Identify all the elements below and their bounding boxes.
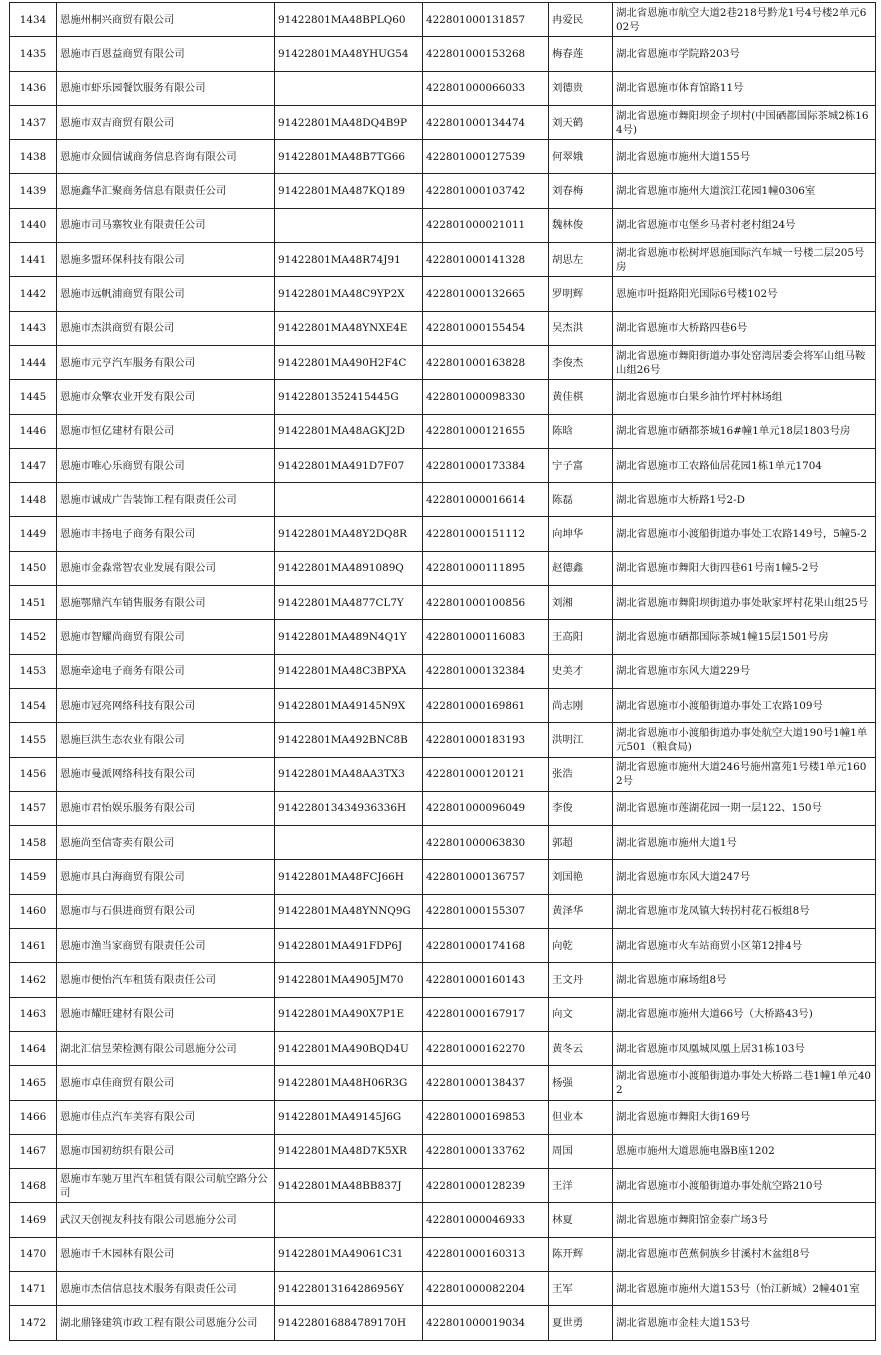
legal-person-cell: 陈磊 <box>549 483 613 517</box>
legal-person-cell: 刘德贵 <box>549 71 613 105</box>
credit-code-cell: 91422801MA4905JM70 <box>275 963 423 997</box>
registration-number-cell: 422801000063830 <box>423 826 549 860</box>
legal-person-cell: 冉爱民 <box>549 3 613 37</box>
company-name-cell: 恩施市杰信信息技术服务有限责任公司 <box>57 1271 275 1305</box>
registration-number-cell: 422801000136757 <box>423 860 549 894</box>
table-row <box>10 1066 876 1100</box>
row-number-cell: 1442 <box>10 277 57 311</box>
table-row <box>10 1271 876 1305</box>
registration-number-cell: 422801000133762 <box>423 1134 549 1168</box>
credit-code-cell: 91422801MA48DQ4B9P <box>275 105 423 139</box>
legal-person-cell: 李俊杰 <box>549 345 613 379</box>
company-name-cell: 恩施市曼派网络科技有限公司 <box>57 757 275 791</box>
legal-person-cell: 王文丹 <box>549 963 613 997</box>
credit-code-cell: 91422801MA48C3BPXA <box>275 654 423 688</box>
table-row <box>10 791 876 825</box>
company-name-cell: 恩施市众圆信诚商务信息咨询有限公司 <box>57 140 275 174</box>
table-row <box>10 1169 876 1203</box>
registration-number-cell: 422801000151112 <box>423 517 549 551</box>
address-cell: 湖北省恩施市白果乡油竹坪村林场组 <box>613 380 876 414</box>
credit-code-cell: 91422801MA48C9YP2X <box>275 277 423 311</box>
company-name-cell: 恩施市唯心乐商贸有限公司 <box>57 448 275 482</box>
company-name-cell: 恩施市丰扬电子商务有限公司 <box>57 517 275 551</box>
table-row <box>10 688 876 722</box>
company-name-cell: 湖北汇信昱荣检测有限公司恩施分公司 <box>57 1031 275 1065</box>
legal-person-cell: 夏世勇 <box>549 1306 613 1340</box>
company-name-cell: 恩施市双吉商贸有限公司 <box>57 105 275 139</box>
registration-number-cell: 422801000111895 <box>423 551 549 585</box>
registration-number-cell: 422801000160313 <box>423 1237 549 1271</box>
credit-code-cell: 91422801MA487KQ189 <box>275 174 423 208</box>
company-name-cell: 恩施市渔当家商贸有限责任公司 <box>57 929 275 963</box>
company-name-cell: 恩施市诚成广告装饰工程有限责任公司 <box>57 483 275 517</box>
registration-number-cell: 422801000153268 <box>423 37 549 71</box>
row-number-cell: 1470 <box>10 1237 57 1271</box>
table-row <box>10 1203 876 1237</box>
legal-person-cell: 张浩 <box>549 757 613 791</box>
registration-number-cell: 422801000016614 <box>423 483 549 517</box>
address-cell: 湖北省恩施市小渡船街道办事处工农路109号 <box>613 688 876 722</box>
table-row <box>10 1100 876 1134</box>
registration-number-cell: 422801000121655 <box>423 414 549 448</box>
legal-person-cell: 赵德鑫 <box>549 551 613 585</box>
address-cell: 湖北省恩施市小渡船街道办事处工农路149号，5幢5-2 <box>613 517 876 551</box>
company-name-cell: 恩施牵途电子商务有限公司 <box>57 654 275 688</box>
table-body <box>10 3 876 1341</box>
address-cell: 湖北省恩施市小渡船街道办事处航空路210号 <box>613 1169 876 1203</box>
credit-code-cell: 91422801MA490X7P1E <box>275 997 423 1031</box>
address-cell: 湖北省恩施市施州大道246号施州富苑1号楼1单元1602号 <box>613 757 876 791</box>
legal-person-cell: 黄泽华 <box>549 894 613 928</box>
legal-person-cell: 王洋 <box>549 1169 613 1203</box>
table-row <box>10 1031 876 1065</box>
address-cell: 湖北省恩施市东风大道247号 <box>613 860 876 894</box>
legal-person-cell: 但业本 <box>549 1100 613 1134</box>
registration-number-cell: 422801000127539 <box>423 140 549 174</box>
credit-code-cell: 91422801MA48B7TG66 <box>275 140 423 174</box>
legal-person-cell: 王军 <box>549 1271 613 1305</box>
credit-code-cell: 91422801352415445G <box>275 380 423 414</box>
registration-number-cell: 422801000066033 <box>423 71 549 105</box>
credit-code-cell <box>275 826 423 860</box>
address-cell: 湖北省恩施市小渡船街道办事处大桥路二巷1幢1单元402 <box>613 1066 876 1100</box>
table-row <box>10 140 876 174</box>
credit-code-cell: 91422801MA48AGKJ2D <box>275 414 423 448</box>
registration-number-cell: 422801000141328 <box>423 243 549 277</box>
registration-number-cell: 422801000183193 <box>423 723 549 757</box>
row-number-cell: 1465 <box>10 1066 57 1100</box>
legal-person-cell: 李俊 <box>549 791 613 825</box>
address-cell: 湖北省恩施市大桥路1号2-D <box>613 483 876 517</box>
company-name-cell: 恩施市便怡汽车租赁有限责任公司 <box>57 963 275 997</box>
table-row <box>10 654 876 688</box>
row-number-cell: 1441 <box>10 243 57 277</box>
address-cell: 湖北省恩施市东风大道229号 <box>613 654 876 688</box>
address-cell: 湖北省恩施市屯堡乡马者村老村组24号 <box>613 208 876 242</box>
company-name-cell: 恩施市杰洪商贸有限公司 <box>57 311 275 345</box>
table-row <box>10 345 876 379</box>
legal-person-cell: 陈晗 <box>549 414 613 448</box>
credit-code-cell: 91422801MA48H06R3G <box>275 1066 423 1100</box>
address-cell: 湖北省恩施市凤凰城凤凰上居31栋103号 <box>613 1031 876 1065</box>
registration-number-cell: 422801000167917 <box>423 997 549 1031</box>
credit-code-cell: 91422801MA48Y2DQ8R <box>275 517 423 551</box>
table-row <box>10 963 876 997</box>
company-registry-table <box>9 2 876 1341</box>
company-name-cell: 恩施鑫华汇聚商务信息有限责任公司 <box>57 174 275 208</box>
table-row <box>10 586 876 620</box>
table-row <box>10 997 876 1031</box>
credit-code-cell <box>275 483 423 517</box>
table-row <box>10 894 876 928</box>
company-name-cell: 恩施市金淼常智农业发展有限公司 <box>57 551 275 585</box>
row-number-cell: 1468 <box>10 1169 57 1203</box>
credit-code-cell: 91422801MA48D7K5XR <box>275 1134 423 1168</box>
company-name-cell: 恩施市智耀尚商贸有限公司 <box>57 620 275 654</box>
row-number-cell: 1438 <box>10 140 57 174</box>
legal-person-cell: 宁子富 <box>549 448 613 482</box>
row-number-cell: 1463 <box>10 997 57 1031</box>
company-name-cell: 恩施市君怡娱乐服务有限公司 <box>57 791 275 825</box>
table-row <box>10 826 876 860</box>
registration-number-cell: 422801000100856 <box>423 586 549 620</box>
table-row <box>10 860 876 894</box>
table-row <box>10 380 876 414</box>
row-number-cell: 1449 <box>10 517 57 551</box>
credit-code-cell <box>275 208 423 242</box>
legal-person-cell: 陈开辉 <box>549 1237 613 1271</box>
address-cell: 恩施市叶挺路阳光国际6号楼102号 <box>613 277 876 311</box>
legal-person-cell: 杨强 <box>549 1066 613 1100</box>
address-cell: 湖北省恩施市芭蕉侗族乡甘溪村木盆组8号 <box>613 1237 876 1271</box>
registration-number-cell: 422801000169853 <box>423 1100 549 1134</box>
address-cell: 湖北省恩施市舞阳大街169号 <box>613 1100 876 1134</box>
row-number-cell: 1464 <box>10 1031 57 1065</box>
credit-code-cell: 91422801MA49145J6G <box>275 1100 423 1134</box>
company-name-cell: 恩施市元亨汽车服务有限公司 <box>57 345 275 379</box>
registration-number-cell: 422801000169861 <box>423 688 549 722</box>
row-number-cell: 1452 <box>10 620 57 654</box>
credit-code-cell: 91422801MA492BNC8B <box>275 723 423 757</box>
table-row <box>10 448 876 482</box>
legal-person-cell: 向文 <box>549 997 613 1031</box>
legal-person-cell: 史美才 <box>549 654 613 688</box>
credit-code-cell: 914228013434936336H <box>275 791 423 825</box>
address-cell: 湖北省恩施市莲湖花园一期一层122、150号 <box>613 791 876 825</box>
credit-code-cell: 91422801MA490BQD4U <box>275 1031 423 1065</box>
company-name-cell: 恩施市冠亮网络科技有限公司 <box>57 688 275 722</box>
registration-number-cell: 422801000021011 <box>423 208 549 242</box>
address-cell: 湖北省恩施市火车站商贸小区第12排4号 <box>613 929 876 963</box>
credit-code-cell: 91422801MA48YNNQ9G <box>275 894 423 928</box>
table-row <box>10 1306 876 1340</box>
legal-person-cell: 刘春梅 <box>549 174 613 208</box>
address-cell: 湖北省恩施市麻场组8号 <box>613 963 876 997</box>
address-cell: 湖北省恩施市小渡船街道办事处航空大道190号1幢1单元501（粮食局) <box>613 723 876 757</box>
credit-code-cell: 91422801MA4891089Q <box>275 551 423 585</box>
credit-code-cell: 91422801MA490H2F4C <box>275 345 423 379</box>
address-cell: 湖北省恩施市大桥路四巷6号 <box>613 311 876 345</box>
credit-code-cell: 91422801MA48BPLQ60 <box>275 3 423 37</box>
row-number-cell: 1435 <box>10 37 57 71</box>
legal-person-cell: 魏林俊 <box>549 208 613 242</box>
legal-person-cell: 王高阳 <box>549 620 613 654</box>
registration-number-cell: 422801000162270 <box>423 1031 549 1065</box>
row-number-cell: 1458 <box>10 826 57 860</box>
address-cell: 湖北省恩施市工农路仙居花园1栋1单元1704 <box>613 448 876 482</box>
company-name-cell: 恩施市佳点汽车美容有限公司 <box>57 1100 275 1134</box>
row-number-cell: 1472 <box>10 1306 57 1340</box>
registration-number-cell: 422801000046933 <box>423 1203 549 1237</box>
table-row <box>10 105 876 139</box>
row-number-cell: 1434 <box>10 3 57 37</box>
row-number-cell: 1457 <box>10 791 57 825</box>
registration-number-cell: 422801000132665 <box>423 277 549 311</box>
registration-number-cell: 422801000163828 <box>423 345 549 379</box>
registration-number-cell: 422801000155454 <box>423 311 549 345</box>
address-cell: 湖北省恩施市硒都国际茶城1幢15层1501号房 <box>613 620 876 654</box>
registration-number-cell: 422801000160143 <box>423 963 549 997</box>
credit-code-cell: 91422801MA491FDP6J <box>275 929 423 963</box>
row-number-cell: 1450 <box>10 551 57 585</box>
company-name-cell: 恩施市恒亿建材有限公司 <box>57 414 275 448</box>
company-name-cell: 恩施多盟环保科技有限公司 <box>57 243 275 277</box>
registration-number-cell: 422801000096049 <box>423 791 549 825</box>
table-row <box>10 71 876 105</box>
registration-number-cell: 422801000098330 <box>423 380 549 414</box>
legal-person-cell: 向坤华 <box>549 517 613 551</box>
address-cell: 湖北省恩施市舞阳街道办事处窑湾居委会将军山组马鞍山组26号 <box>613 345 876 379</box>
company-name-cell: 恩施市千木园林有限公司 <box>57 1237 275 1271</box>
table-row <box>10 723 876 757</box>
address-cell: 湖北省恩施市舞阳坝金子坝村(中国硒都国际茶城2栋164号) <box>613 105 876 139</box>
address-cell: 湖北省恩施市舞阳坝街道办事处耿家坪村花果山组25号 <box>613 586 876 620</box>
address-cell: 湖北省恩施市施州大道153号（怡江新城）2幢401室 <box>613 1271 876 1305</box>
company-name-cell: 恩施巨洪生态农业有限公司 <box>57 723 275 757</box>
company-name-cell: 恩施市车驰万里汽车租赁有限公司航空路分公司 <box>57 1169 275 1203</box>
registration-number-cell: 422801000131857 <box>423 3 549 37</box>
credit-code-cell: 914228016884789170H <box>275 1306 423 1340</box>
address-cell: 湖北省恩施市舞阳馆金泰广场3号 <box>613 1203 876 1237</box>
credit-code-cell: 91422801MA48BB837J <box>275 1169 423 1203</box>
company-name-cell: 恩施市具白海商贸有限公司 <box>57 860 275 894</box>
registration-number-cell: 422801000120121 <box>423 757 549 791</box>
company-name-cell: 恩施市与石俱进商贸有限公司 <box>57 894 275 928</box>
credit-code-cell: 91422801MA48FCJ66H <box>275 860 423 894</box>
company-name-cell: 恩施尚至信寄卖有限公司 <box>57 826 275 860</box>
row-number-cell: 1451 <box>10 586 57 620</box>
registration-number-cell: 422801000082204 <box>423 1271 549 1305</box>
credit-code-cell: 91422801MA49061C31 <box>275 1237 423 1271</box>
registration-number-cell: 422801000174168 <box>423 929 549 963</box>
row-number-cell: 1447 <box>10 448 57 482</box>
row-number-cell: 1456 <box>10 757 57 791</box>
row-number-cell: 1446 <box>10 414 57 448</box>
registration-number-cell: 422801000155307 <box>423 894 549 928</box>
company-name-cell: 恩施鄂鼎汽车销售服务有限公司 <box>57 586 275 620</box>
address-cell: 湖北省恩施市施州大道155号 <box>613 140 876 174</box>
company-name-cell: 恩施市国初纺织有限公司 <box>57 1134 275 1168</box>
credit-code-cell: 91422801MA48AA3TX3 <box>275 757 423 791</box>
row-number-cell: 1462 <box>10 963 57 997</box>
row-number-cell: 1448 <box>10 483 57 517</box>
company-name-cell: 恩施市众擎农业开发有限公司 <box>57 380 275 414</box>
legal-person-cell: 刘国艳 <box>549 860 613 894</box>
legal-person-cell: 何翠娥 <box>549 140 613 174</box>
table-row <box>10 1134 876 1168</box>
credit-code-cell: 91422801MA49145N9X <box>275 688 423 722</box>
table-row <box>10 620 876 654</box>
legal-person-cell: 洪明江 <box>549 723 613 757</box>
credit-code-cell: 91422801MA491D7F07 <box>275 448 423 482</box>
address-cell: 湖北省恩施市松树坪恩施国际汽车城一号楼二层205号房 <box>613 243 876 277</box>
company-name-cell: 恩施市百恩益商贸有限公司 <box>57 37 275 71</box>
table-row <box>10 243 876 277</box>
legal-person-cell: 黄冬云 <box>549 1031 613 1065</box>
legal-person-cell: 周国 <box>549 1134 613 1168</box>
company-name-cell: 湖北鼎锋建筑市政工程有限公司恩施分公司 <box>57 1306 275 1340</box>
address-cell: 湖北省恩施市学院路203号 <box>613 37 876 71</box>
credit-code-cell <box>275 71 423 105</box>
table-row <box>10 37 876 71</box>
company-name-cell: 恩施市耀旺建材有限公司 <box>57 997 275 1031</box>
registration-number-cell: 422801000019034 <box>423 1306 549 1340</box>
row-number-cell: 1439 <box>10 174 57 208</box>
table-row <box>10 1237 876 1271</box>
company-name-cell: 武汉天创视友科技有限公司恩施分公司 <box>57 1203 275 1237</box>
table-row <box>10 277 876 311</box>
legal-person-cell: 刘湘 <box>549 586 613 620</box>
legal-person-cell: 梅春莲 <box>549 37 613 71</box>
row-number-cell: 1471 <box>10 1271 57 1305</box>
table-row <box>10 174 876 208</box>
table-row <box>10 414 876 448</box>
legal-person-cell: 向乾 <box>549 929 613 963</box>
credit-code-cell: 91422801MA48YNXE4E <box>275 311 423 345</box>
legal-person-cell: 林夏 <box>549 1203 613 1237</box>
legal-person-cell: 黄佳棋 <box>549 380 613 414</box>
address-cell: 湖北省恩施市航空大道2巷218号黔龙1号4号楼2单元602号 <box>613 3 876 37</box>
credit-code-cell: 91422801MA4877CL7Y <box>275 586 423 620</box>
table-row <box>10 551 876 585</box>
credit-code-cell: 91422801MA489N4Q1Y <box>275 620 423 654</box>
registration-number-cell: 422801000116083 <box>423 620 549 654</box>
address-cell: 湖北省恩施市舞阳大街四巷61号南1幢5-2号 <box>613 551 876 585</box>
company-name-cell: 恩施市卓佳商贸有限公司 <box>57 1066 275 1100</box>
row-number-cell: 1467 <box>10 1134 57 1168</box>
credit-code-cell: 91422801MA48R74J91 <box>275 243 423 277</box>
address-cell: 湖北省恩施市硒都茶城16#幢1单元18层1803号房 <box>613 414 876 448</box>
table-row <box>10 3 876 37</box>
address-cell: 恩施市施州大道恩施电器B座1202 <box>613 1134 876 1168</box>
row-number-cell: 1454 <box>10 688 57 722</box>
company-name-cell: 恩施州桐兴商贸有限公司 <box>57 3 275 37</box>
row-number-cell: 1440 <box>10 208 57 242</box>
row-number-cell: 1437 <box>10 105 57 139</box>
company-name-cell: 恩施市虾乐园餐饮服务有限公司 <box>57 71 275 105</box>
row-number-cell: 1436 <box>10 71 57 105</box>
row-number-cell: 1453 <box>10 654 57 688</box>
registration-number-cell: 422801000132384 <box>423 654 549 688</box>
legal-person-cell: 胡思左 <box>549 243 613 277</box>
registration-number-cell: 422801000134474 <box>423 105 549 139</box>
address-cell: 湖北省恩施市金桂大道153号 <box>613 1306 876 1340</box>
legal-person-cell: 尚志刚 <box>549 688 613 722</box>
row-number-cell: 1466 <box>10 1100 57 1134</box>
credit-code-cell: 914228013164286956Y <box>275 1271 423 1305</box>
row-number-cell: 1444 <box>10 345 57 379</box>
address-cell: 湖北省恩施市龙凤镇大转拐村花石板组8号 <box>613 894 876 928</box>
registration-number-cell: 422801000103742 <box>423 174 549 208</box>
registration-number-cell: 422801000138437 <box>423 1066 549 1100</box>
row-number-cell: 1459 <box>10 860 57 894</box>
credit-code-cell <box>275 1203 423 1237</box>
legal-person-cell: 郭超 <box>549 826 613 860</box>
address-cell: 湖北省恩施市施州大道滨江花园1幢0306室 <box>613 174 876 208</box>
address-cell: 湖北省恩施市体育馆路11号 <box>613 71 876 105</box>
row-number-cell: 1445 <box>10 380 57 414</box>
legal-person-cell: 罗明辉 <box>549 277 613 311</box>
table-row <box>10 311 876 345</box>
table-row <box>10 757 876 791</box>
row-number-cell: 1460 <box>10 894 57 928</box>
table-row <box>10 483 876 517</box>
legal-person-cell: 吴杰洪 <box>549 311 613 345</box>
row-number-cell: 1461 <box>10 929 57 963</box>
row-number-cell: 1443 <box>10 311 57 345</box>
row-number-cell: 1455 <box>10 723 57 757</box>
company-name-cell: 恩施市远帆浦商贸有限公司 <box>57 277 275 311</box>
legal-person-cell: 刘天鹤 <box>549 105 613 139</box>
address-cell: 湖北省恩施市施州大道66号（大桥路43号) <box>613 997 876 1031</box>
credit-code-cell: 91422801MA48YHUG54 <box>275 37 423 71</box>
registration-number-cell: 422801000128239 <box>423 1169 549 1203</box>
table-row <box>10 517 876 551</box>
table-row <box>10 929 876 963</box>
company-name-cell: 恩施市司马寨牧业有限责任公司 <box>57 208 275 242</box>
registration-number-cell: 422801000173384 <box>423 448 549 482</box>
table-row <box>10 208 876 242</box>
address-cell: 湖北省恩施市施州大道1号 <box>613 826 876 860</box>
row-number-cell: 1469 <box>10 1203 57 1237</box>
